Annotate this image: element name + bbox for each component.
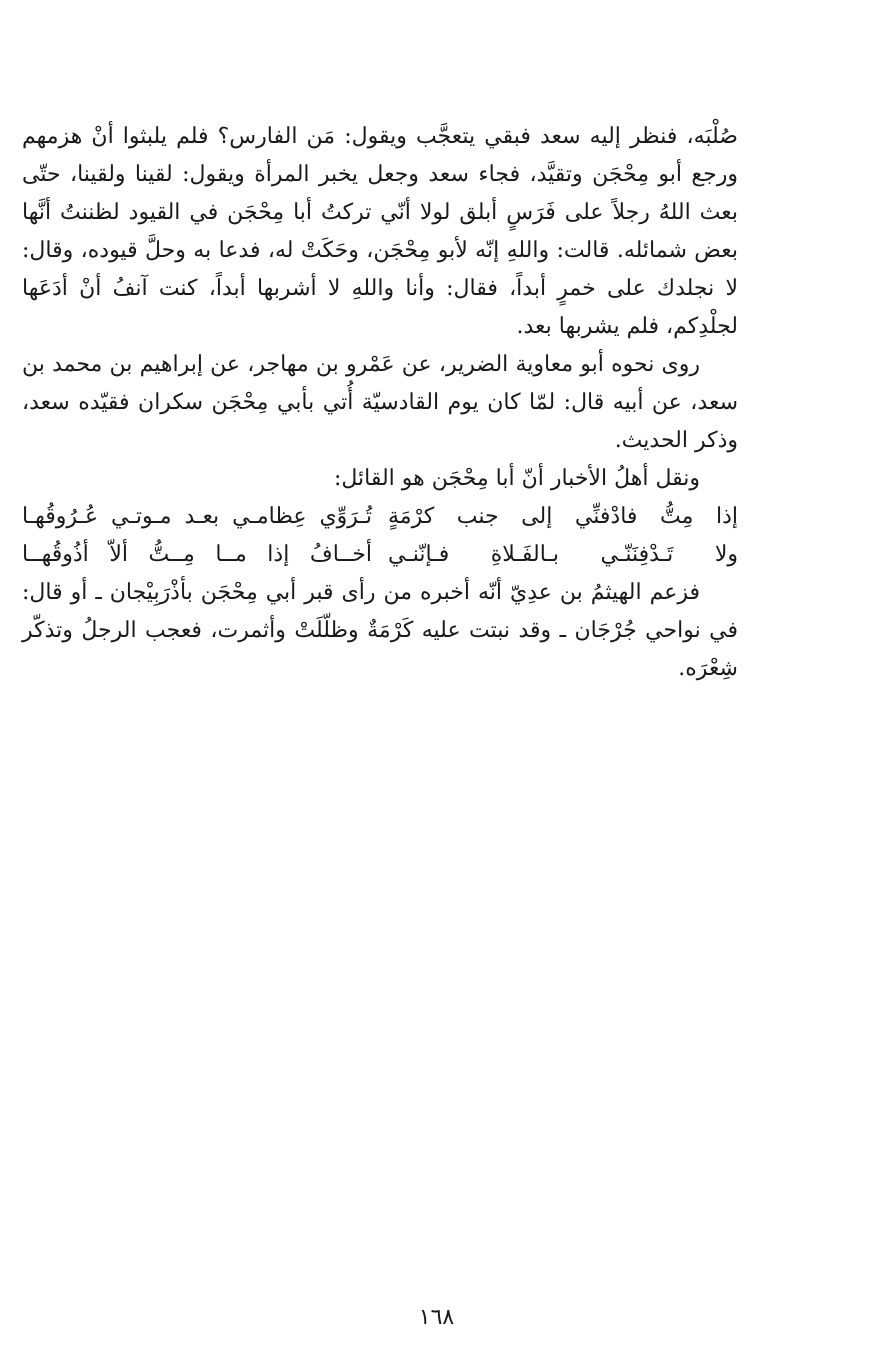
paragraph-story-continuation: صُلْبَه، فنظر إليه سعد فبقي يتعجَّب ويقول: مَن الفارس؟ فلم يلبثوا أنْ هزمهم ورجع أبو مِحْجَن وتقيَّد، فجاء سعد وجعل يخبر المرأة ويقول: لقينا ولقينا، حتّى بعث اللهُ رجلاً على فَرَسٍ أبلق لولا أنّي تركتُ أبا مِحْجَن في القيود لظننتُ أنَّها بعض شمائله. قالت: واللهِ إنّه لأبو مِحْجَن، وحَكَتْ له، فدعا به وحلَّ قيوده، وقال: لا نجلدك على خمرٍ أبداً، فقال: وأنا واللهِ لا أشربها أبداً، كنت آنفُ أنْ أدَعَها لجلْدِكم، فلم يشربها بعد. — [22, 124, 738, 339]
verse-2-first-hemistich: ولا تَـدْفِنَنّـي بـالفَـلاةِ فـإنّنـي — [388, 542, 738, 567]
verse-1-first-hemistich: إذا مِتُّ فادْفنِّي إلى جنب كرْمَةٍ — [388, 504, 738, 529]
poem — [22, 498, 738, 574]
page-number: ١٦٨ — [418, 1305, 455, 1330]
verse-1-second-hemistich: تُـرَوِّي عِظامـي بعـد مـوتـي عُـرُوقُهـا — [22, 504, 372, 529]
poem-verse-2 — [22, 536, 738, 574]
poem-verse-1 — [22, 498, 738, 536]
verse-2-second-hemistich: أخــافُ إذا مــا مِــتُّ ألاّ أذُوقُهــا — [22, 542, 372, 567]
paragraph-poem-intro: ونقل أهلُ الأخبار أنّ أبا مِحْجَن هو القائل: — [333, 466, 700, 491]
paragraph-grave-report: فزعم الهيثمُ بن عدِيّ أنّه أخبره من رأى قبر أبي مِحْجَن بأذْرَبِيْجان ـ أو قال: في نواحي جُرْجَان ـ وقد نبتت عليه كَرْمَةٌ وظلّلَتْ وأثمرت، فعجب الرجلُ وتذكّر شِعْرَه. — [22, 580, 738, 681]
paragraph-narration-chain: روى نحوه أبو معاوية الضرير، عن عَمْرو بن مهاجر، عن إبراهيم بن محمد بن سعد، عن أبيه قال: لمّا كان يوم القادسيّة أُتي بأبي مِحْجَن سكران فقيّده سعد، وذكر الحديث. — [22, 352, 738, 453]
page-body-text — [22, 118, 738, 688]
